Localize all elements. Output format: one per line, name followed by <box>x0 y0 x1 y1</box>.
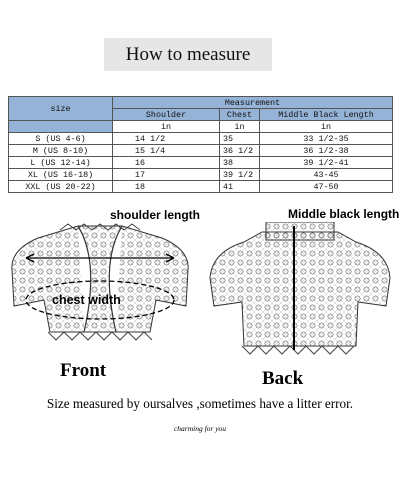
shoulder-cell: 17 <box>113 169 220 181</box>
page-title: How to measure <box>104 38 272 71</box>
size-cell: XXL (US 20-22) <box>9 181 113 193</box>
chest-cell: 41 <box>220 181 260 193</box>
table-header-row-1 <box>9 97 393 109</box>
back-label: Back <box>262 368 304 389</box>
table-row <box>9 169 393 181</box>
shoulder-length-label: shoulder length <box>110 208 200 222</box>
table-units-row <box>9 121 393 133</box>
brand-signature: charming for you <box>173 424 227 433</box>
back-lace-bolero-illustration <box>200 222 400 382</box>
front-label: Front <box>60 360 107 381</box>
chest-cell: 38 <box>220 157 260 169</box>
chest-column-header: Chest <box>220 109 260 121</box>
shoulder-cell: 18 <box>113 181 220 193</box>
length-cell: 39 1/2-41 <box>260 157 393 169</box>
measurement-error-note: Size measured by oursalves ,sometimes have a litter error. <box>46 396 354 411</box>
table-row <box>9 181 393 193</box>
size-chart-table <box>8 96 393 193</box>
size-column-header: size <box>9 97 113 121</box>
table-row <box>9 133 393 145</box>
size-cell: S (US 4-6) <box>9 133 113 145</box>
shoulder-column-header: Shoulder <box>113 109 220 121</box>
unit-cell: in <box>113 121 220 133</box>
chest-cell: 35 <box>220 133 260 145</box>
size-cell: M (US 8-10) <box>9 145 113 157</box>
length-column-header: Middle Black Length <box>260 109 393 121</box>
size-cell: XL (US 16-18) <box>9 169 113 181</box>
unit-cell: in <box>220 121 260 133</box>
chest-width-label: chest width <box>52 293 121 307</box>
middle-black-length-label: Middle black length <box>288 207 400 221</box>
length-cell: 43-45 <box>260 169 393 181</box>
measurement-header: Measurement <box>113 97 393 109</box>
shoulder-cell: 15 1/4 <box>113 145 220 157</box>
length-cell: 47-50 <box>260 181 393 193</box>
chest-cell: 36 1/2 <box>220 145 260 157</box>
unit-cell: in <box>260 121 393 133</box>
length-cell: 36 1/2-38 <box>260 145 393 157</box>
table-row <box>9 145 393 157</box>
length-cell: 33 1/2-35 <box>260 133 393 145</box>
units-blank-cell <box>9 121 113 133</box>
size-cell: L (US 12-14) <box>9 157 113 169</box>
table-row <box>9 157 393 169</box>
shoulder-cell: 16 <box>113 157 220 169</box>
shoulder-cell: 14 1/2 <box>113 133 220 145</box>
front-lace-bolero-illustration <box>0 222 200 352</box>
chest-cell: 39 1/2 <box>220 169 260 181</box>
